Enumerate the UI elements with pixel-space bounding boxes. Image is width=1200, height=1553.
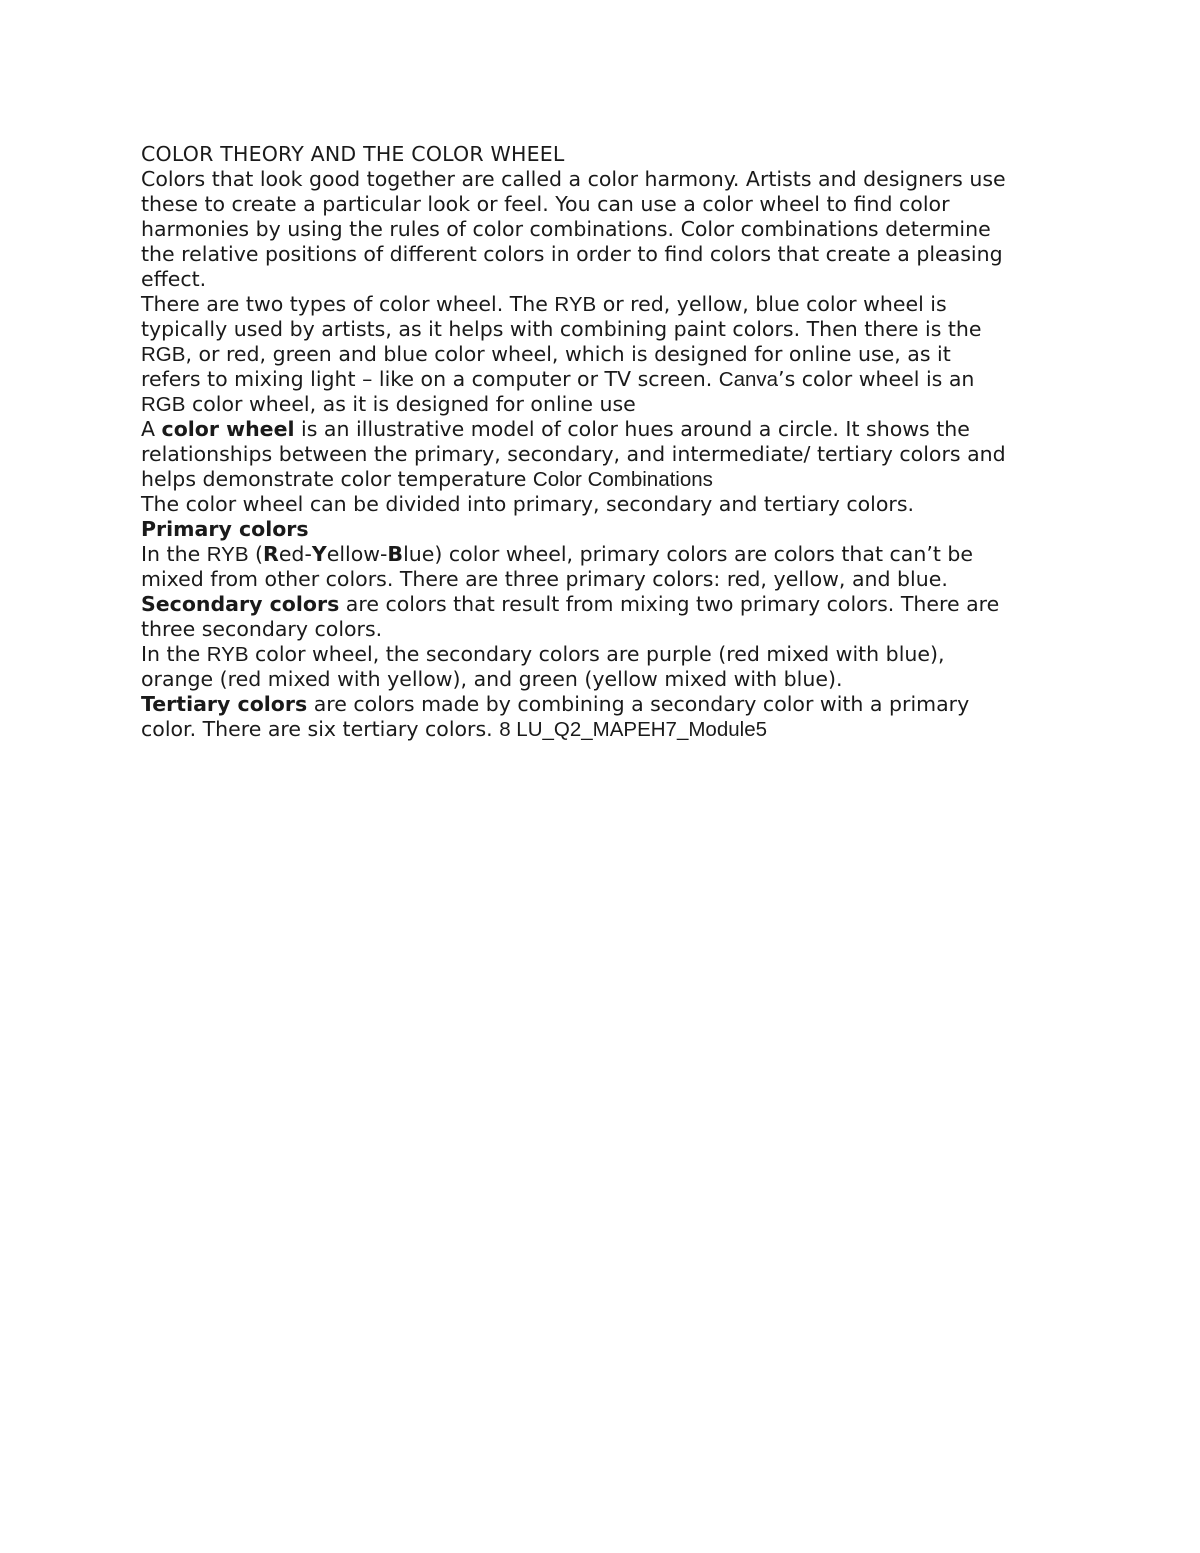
text-run: In the xyxy=(141,542,207,566)
text-line: these to create a particular look or feel. You can use a color wheel to find color xyxy=(141,192,950,216)
text-line: orange (red mixed with yellow), and green (yellow mixed with blue). xyxy=(141,667,843,691)
text-line: typically used by artists, as it helps with combining paint colors. Then there is the xyxy=(141,317,982,341)
text-line: relationships between the primary, secondary, and intermediate/ tertiary colors and xyxy=(141,442,1006,466)
text-run: ( xyxy=(248,542,264,566)
text-run: is an illustrative model of color hues around a circle. It shows the xyxy=(294,417,970,441)
text-run: are colors that result from mixing two primary colors. There are xyxy=(339,592,1000,616)
section-heading: Secondary colors xyxy=(141,592,340,616)
paragraph-wheel-types xyxy=(141,292,1061,417)
text-run: RGB xyxy=(141,393,186,416)
text-run: In the xyxy=(141,642,207,666)
document-title: COLOR THEORY AND THE COLOR WHEEL xyxy=(141,142,565,166)
text-line xyxy=(141,417,1061,442)
page-footer-label: 8 LU_Q2_MAPEH7_Module5 xyxy=(499,718,767,741)
text-run: Color Combinations xyxy=(532,468,713,491)
text-run-bold: Y xyxy=(311,542,327,566)
text-run-bold: B xyxy=(387,542,404,566)
text-line: Colors that look good together are called a color harmony. Artists and designers use xyxy=(141,167,1006,191)
text-line xyxy=(141,392,1061,417)
text-line xyxy=(141,367,1061,392)
text-line: The color wheel can be divided into primary, secondary and tertiary colors. xyxy=(141,492,915,516)
text-run: ellow- xyxy=(326,542,388,566)
text-line xyxy=(141,342,1061,367)
paragraph-color-harmony xyxy=(141,167,1061,292)
text-run: RYB xyxy=(206,643,249,666)
text-line xyxy=(141,692,1061,717)
text-line xyxy=(141,467,1061,492)
text-run: There are two types of color wheel. The xyxy=(141,292,555,316)
text-line: the relative positions of different colors in order to find colors that create a pleasing xyxy=(141,242,1003,266)
text-run-bold: color wheel xyxy=(161,417,295,441)
section-heading: Tertiary colors xyxy=(141,692,308,716)
section-secondary-colors xyxy=(141,592,1061,692)
text-run-bold: R xyxy=(263,542,279,566)
paragraph-color-wheel xyxy=(141,417,1061,492)
text-run: RYB xyxy=(554,293,597,316)
text-run: , or red, green and blue color wheel, which is designed for online use, as it xyxy=(185,342,951,366)
text-run: ’s color wheel is an xyxy=(778,367,975,391)
text-line: three secondary colors. xyxy=(141,617,383,641)
text-line xyxy=(141,717,1061,742)
text-run: color. There are six tertiary colors. xyxy=(141,717,500,741)
text-run: A xyxy=(141,417,162,441)
text-run: helps demonstrate color temperature xyxy=(141,467,533,491)
text-run: refers to mixing light – like on a computer or TV screen. xyxy=(141,367,719,391)
text-run: RYB xyxy=(206,543,249,566)
text-line xyxy=(141,292,1061,317)
text-line xyxy=(141,642,1061,667)
section-heading: Primary colors xyxy=(141,517,309,541)
text-run: lue) color wheel, primary colors are colors that can’t be xyxy=(403,542,974,566)
text-run: color wheel, as it is designed for online use xyxy=(185,392,636,416)
text-run: or red, yellow, blue color wheel is xyxy=(596,292,947,316)
text-line xyxy=(141,542,1061,567)
text-run: ed- xyxy=(278,542,312,566)
text-run: are colors made by combining a secondary color with a primary xyxy=(307,692,970,716)
text-line: effect. xyxy=(141,267,207,291)
text-line xyxy=(141,592,1061,617)
text-line: harmonies by using the rules of color combinations. Color combinations determine xyxy=(141,217,991,241)
text-line: mixed from other colors. There are three primary colors: red, yellow, and blue. xyxy=(141,567,948,591)
text-run: color wheel, the secondary colors are purple (red mixed with blue), xyxy=(248,642,945,666)
text-run: Canva xyxy=(718,368,779,391)
document-body xyxy=(141,142,1061,742)
section-tertiary-colors xyxy=(141,692,1061,742)
text-run: RGB xyxy=(141,343,186,366)
section-primary-colors xyxy=(141,517,1061,592)
